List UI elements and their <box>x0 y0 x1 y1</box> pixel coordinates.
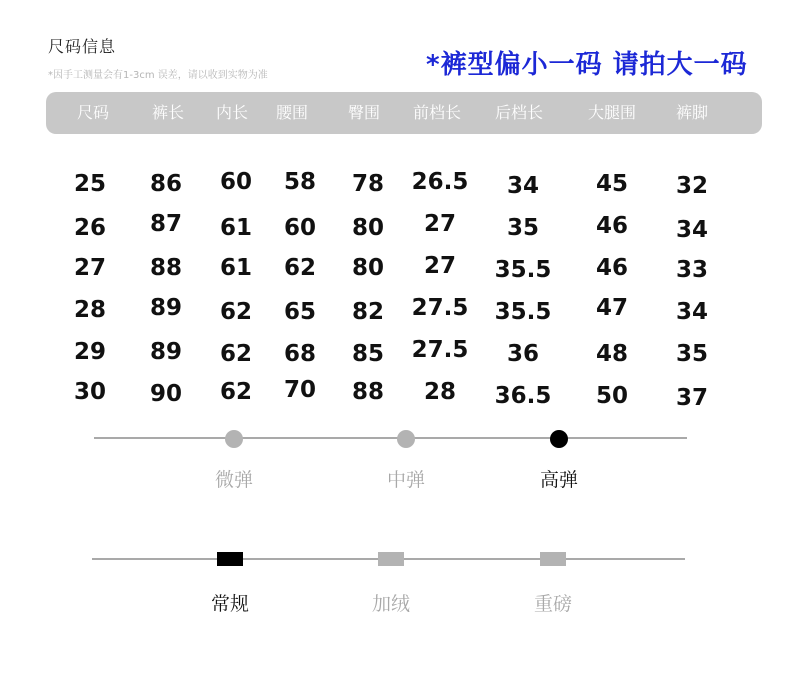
table-cell: 25 <box>73 171 107 197</box>
table-cell: 26.5 <box>411 169 469 195</box>
table-cell: 47 <box>595 295 629 321</box>
table-cell: 46 <box>595 213 629 239</box>
column-header: 前档长 <box>412 103 462 122</box>
thickness-label: 常规 <box>210 593 250 615</box>
column-header: 尺码 <box>76 103 110 122</box>
elasticity-dot <box>397 430 415 448</box>
table-cell: 89 <box>149 339 183 365</box>
measurement-note: *因手工测量会有1-3cm 误差，请以收到实物为准 <box>48 70 268 81</box>
table-cell: 78 <box>351 171 385 197</box>
table-cell: 61 <box>219 255 253 281</box>
table-cell: 62 <box>219 341 253 367</box>
column-header: 大腿围 <box>587 103 637 122</box>
table-cell: 89 <box>149 295 183 321</box>
table-cell: 68 <box>283 341 317 367</box>
table-cell: 36.5 <box>494 383 552 409</box>
table-cell: 28 <box>73 297 107 323</box>
table-cell: 70 <box>283 377 317 403</box>
table-cell: 46 <box>595 255 629 281</box>
table-cell: 48 <box>595 341 629 367</box>
table-cell: 35 <box>675 341 709 367</box>
table-cell: 88 <box>149 255 183 281</box>
table-cell: 26 <box>73 215 107 241</box>
table-cell: 86 <box>149 171 183 197</box>
table-cell: 88 <box>351 379 385 405</box>
thickness-marker <box>378 552 404 566</box>
table-cell: 82 <box>351 299 385 325</box>
table-cell: 30 <box>73 379 107 405</box>
table-cell: 60 <box>283 215 317 241</box>
elasticity-dot <box>550 430 568 448</box>
table-cell: 60 <box>219 169 253 195</box>
elasticity-label: 微弹 <box>214 469 254 491</box>
table-cell: 28 <box>423 379 457 405</box>
table-cell: 35 <box>506 215 540 241</box>
table-cell: 50 <box>595 383 629 409</box>
table-cell: 27 <box>423 211 457 237</box>
table-cell: 27 <box>73 255 107 281</box>
table-cell: 62 <box>283 255 317 281</box>
elasticity-label: 中弹 <box>386 469 426 491</box>
table-cell: 27.5 <box>411 295 469 321</box>
table-cell: 27.5 <box>411 337 469 363</box>
table-cell: 37 <box>675 385 709 411</box>
table-cell: 65 <box>283 299 317 325</box>
column-header: 内长 <box>215 103 249 122</box>
table-cell: 87 <box>149 211 183 237</box>
size-info-title: 尺码信息 <box>48 37 117 56</box>
thickness-label: 重磅 <box>533 593 573 615</box>
table-cell: 62 <box>219 299 253 325</box>
thickness-label: 加绒 <box>371 593 411 615</box>
table-cell: 34 <box>675 299 709 325</box>
thickness-marker <box>217 552 243 566</box>
table-cell: 62 <box>219 379 253 405</box>
table-cell: 58 <box>283 169 317 195</box>
table-cell: 85 <box>351 341 385 367</box>
table-cell: 29 <box>73 339 107 365</box>
thickness-marker <box>540 552 566 566</box>
column-header: 裤长 <box>151 103 185 122</box>
elasticity-dot <box>225 430 243 448</box>
table-header-bar <box>46 92 762 134</box>
table-cell: 80 <box>351 215 385 241</box>
table-cell: 32 <box>675 173 709 199</box>
column-header: 腰围 <box>275 103 309 122</box>
table-cell: 27 <box>423 253 457 279</box>
elasticity-label: 高弹 <box>539 469 579 491</box>
column-header: 裤脚 <box>675 103 709 122</box>
column-header: 后档长 <box>494 103 544 122</box>
table-cell: 80 <box>351 255 385 281</box>
table-cell: 45 <box>595 171 629 197</box>
table-cell: 34 <box>506 173 540 199</box>
table-cell: 61 <box>219 215 253 241</box>
size-promo-banner: *裤型偏小一码 请拍大一码 <box>426 50 748 80</box>
table-cell: 35.5 <box>494 299 552 325</box>
table-cell: 34 <box>675 217 709 243</box>
elasticity-track <box>94 437 687 439</box>
table-cell: 35.5 <box>494 257 552 283</box>
table-cell: 36 <box>506 341 540 367</box>
table-cell: 90 <box>149 381 183 407</box>
column-header: 臀围 <box>347 103 381 122</box>
table-cell: 33 <box>675 257 709 283</box>
